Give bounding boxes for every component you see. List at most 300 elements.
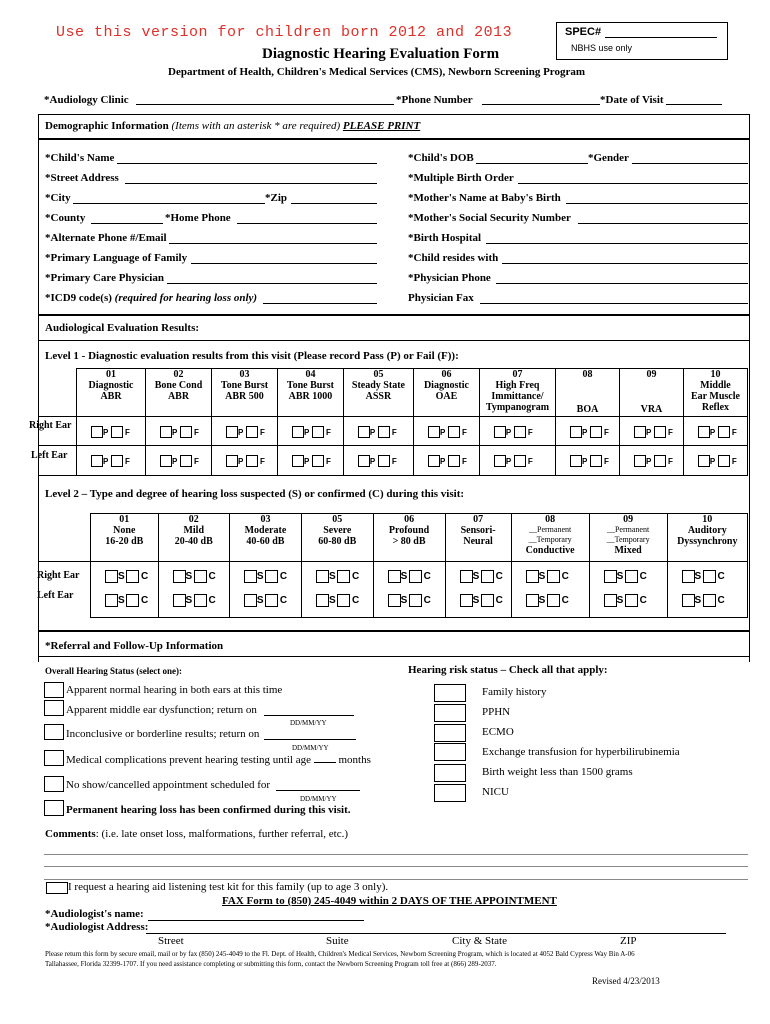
- language-input[interactable]: [191, 263, 377, 264]
- pass-letter: P: [303, 428, 310, 437]
- suspected-checkbox[interactable]: [460, 570, 473, 583]
- child-name-label: *Child's Name: [45, 152, 115, 164]
- confirmed-letter: C: [423, 595, 431, 606]
- medical-complications-checkbox[interactable]: [44, 750, 64, 766]
- risk-family-history-checkbox[interactable]: [434, 684, 466, 702]
- suspected-checkbox[interactable]: [526, 570, 539, 583]
- alt-phone-input[interactable]: [169, 243, 377, 244]
- spec-input[interactable]: [605, 37, 717, 38]
- confirmed-checkbox[interactable]: [409, 570, 422, 583]
- visit-date-label: *Date of Visit: [600, 94, 664, 106]
- pass-letter: P: [172, 428, 178, 437]
- street-label: *Street Address: [45, 172, 119, 184]
- pass-letter: P: [582, 457, 588, 466]
- physician-phone-label: *Physician Phone: [408, 272, 491, 284]
- physician-phone-input[interactable]: [496, 283, 748, 284]
- audiologist-name-label: *Audiologist's name:: [45, 908, 144, 920]
- pass-letter: P: [369, 428, 376, 437]
- confirmed-checkbox[interactable]: [194, 594, 207, 607]
- suspected-letter: S: [256, 595, 264, 606]
- audiology-clinic-input[interactable]: [136, 104, 394, 105]
- suspected-letter: S: [538, 571, 546, 582]
- confirmed-checkbox[interactable]: [481, 570, 494, 583]
- county-label: *County: [45, 212, 86, 224]
- risk-birth-weight-label: Birth weight less than 1500 grams: [482, 766, 633, 778]
- street-input[interactable]: [125, 183, 377, 184]
- language-label: *Primary Language of Family: [45, 252, 188, 264]
- child-name-input[interactable]: [117, 163, 377, 164]
- pass-checkbox[interactable]: [160, 426, 172, 438]
- suspected-checkbox[interactable]: [388, 570, 401, 583]
- suspected-checkbox[interactable]: [316, 570, 329, 583]
- sc-cell: [158, 562, 229, 618]
- confirmed-checkbox[interactable]: [337, 594, 350, 607]
- fail-letter: F: [259, 457, 265, 466]
- mother-ssn-input[interactable]: [578, 223, 748, 224]
- suspected-checkbox[interactable]: [105, 570, 118, 583]
- level1-table: [76, 368, 748, 476]
- suspected-checkbox[interactable]: [604, 570, 617, 583]
- no-show-checkbox[interactable]: [44, 776, 64, 792]
- dob-label: *Child's DOB: [408, 152, 474, 164]
- pf-cell: [343, 417, 413, 446]
- multiple-birth-label: *Multiple Birth Order: [408, 172, 514, 184]
- fail-checkbox[interactable]: [312, 455, 324, 467]
- comments-label: Comments: (i.e. late onset loss, malformations, further referral, etc.): [45, 828, 349, 840]
- medical-complications-label: Medical complications prevent hearing testing until age months: [66, 754, 371, 766]
- addr-city-label: City & State: [452, 935, 507, 947]
- pass-letter: P: [645, 428, 652, 437]
- comments-line-2[interactable]: [44, 866, 748, 867]
- birth-hospital-input[interactable]: [486, 243, 748, 244]
- normal-hearing-label: Apparent normal hearing in both ears at this time: [66, 684, 283, 696]
- confirmed-checkbox[interactable]: [547, 594, 560, 607]
- pf-cell: [556, 446, 620, 476]
- pass-letter: P: [645, 457, 652, 466]
- fail-letter: F: [667, 457, 673, 466]
- fail-checkbox[interactable]: [378, 426, 390, 438]
- level2-col-09: 09 __Permanent __Temporary Mixed: [589, 514, 667, 562]
- confirmed-letter: C: [141, 595, 149, 606]
- phone-input[interactable]: [482, 104, 600, 105]
- fail-checkbox[interactable]: [654, 426, 666, 438]
- fail-letter: F: [325, 428, 331, 437]
- demographic-heading: Demographic Information (Items with an asterisk * are required) PLEASE PRINT: [45, 120, 421, 132]
- confirmed-checkbox[interactable]: [547, 570, 560, 583]
- pass-checkbox[interactable]: [91, 426, 103, 438]
- pass-letter: P: [439, 457, 446, 466]
- pass-letter: P: [505, 428, 512, 437]
- fail-checkbox[interactable]: [111, 455, 123, 467]
- middle-ear-label: Apparent middle ear dysfunction; return on: [66, 704, 257, 716]
- risk-nicu-checkbox[interactable]: [434, 784, 466, 802]
- risk-birth-weight-checkbox[interactable]: [434, 764, 466, 782]
- fail-letter: F: [461, 428, 467, 437]
- confirmed-letter: C: [561, 595, 569, 606]
- spec-label: SPEC#: [565, 26, 602, 38]
- icd9-label: *ICD9 code(s) (required for hearing loss only): [45, 292, 258, 304]
- fail-checkbox[interactable]: [246, 426, 258, 438]
- pf-cell: [277, 446, 343, 476]
- audiological-heading: Audiological Evaluation Results:: [45, 322, 200, 334]
- fail-checkbox[interactable]: [514, 455, 526, 467]
- fail-checkbox[interactable]: [180, 426, 192, 438]
- fail-checkbox[interactable]: [718, 455, 730, 467]
- pass-checkbox[interactable]: [570, 426, 582, 438]
- permanent-loss-label: Permanent hearing loss has been confirmed during this visit.: [66, 804, 351, 816]
- confirmed-letter: C: [561, 571, 569, 582]
- pass-checkbox[interactable]: [292, 455, 304, 467]
- dob-input[interactable]: [476, 163, 588, 164]
- level2-col-05: 05 Severe 60-80 dB: [301, 514, 373, 562]
- form-title: Diagnostic Hearing Evaluation Form: [262, 46, 500, 62]
- suspected-letter: S: [694, 595, 702, 606]
- fail-checkbox[interactable]: [378, 455, 390, 467]
- confirmed-checkbox[interactable]: [265, 570, 278, 583]
- fail-letter: F: [604, 428, 609, 437]
- comments-line-3[interactable]: [44, 879, 748, 880]
- confirmed-checkbox[interactable]: [409, 594, 422, 607]
- suspected-letter: S: [616, 571, 624, 582]
- city-input[interactable]: [73, 203, 265, 204]
- pass-letter: P: [582, 428, 588, 437]
- level1-col-06: 06 Diagnostic OAE: [413, 369, 479, 417]
- zip-label: *Zip: [265, 192, 288, 204]
- pass-checkbox[interactable]: [428, 455, 440, 467]
- inconclusive-return-date[interactable]: [264, 739, 356, 740]
- confirmed-letter: C: [717, 595, 725, 606]
- level1-col-04: 04 Tone Burst ABR 1000: [277, 369, 343, 417]
- risk-pphn-checkbox[interactable]: [434, 704, 466, 722]
- pass-checkbox[interactable]: [358, 426, 370, 438]
- pass-checkbox[interactable]: [494, 426, 506, 438]
- suspected-checkbox[interactable]: [105, 594, 118, 607]
- level2-title: Level 2 – Type and degree of hearing loss suspected (S) or confirmed (C) during this visit:: [45, 488, 465, 500]
- level2-col-02: 02 Mild 20-40 dB: [158, 514, 229, 562]
- confirmed-checkbox[interactable]: [625, 594, 638, 607]
- suspected-letter: S: [256, 571, 264, 582]
- pass-checkbox[interactable]: [91, 455, 103, 467]
- risk-pphn-label: PPHN: [482, 706, 511, 718]
- suspected-letter: S: [472, 595, 480, 606]
- suspected-letter: S: [118, 595, 125, 606]
- addr-street-label: Street: [158, 935, 184, 947]
- pass-checkbox[interactable]: [634, 455, 646, 467]
- suspected-letter: S: [185, 595, 193, 606]
- risk-status-heading: Hearing risk status – Check all that apply:: [408, 664, 608, 676]
- fail-checkbox[interactable]: [590, 455, 602, 467]
- pf-cell: [211, 446, 277, 476]
- pf-cell: [479, 446, 555, 476]
- risk-ecmo-label: ECMO: [482, 726, 514, 738]
- level1-col-03: 03 Tone Burst ABR 500: [211, 369, 277, 417]
- pass-letter: P: [709, 457, 716, 466]
- birth-hospital-label: *Birth Hospital: [408, 232, 482, 244]
- audiologist-address-label: *Audiologist Address:: [45, 921, 149, 933]
- sc-cell: [229, 562, 301, 618]
- pass-checkbox[interactable]: [698, 426, 710, 438]
- fail-checkbox[interactable]: [111, 426, 123, 438]
- suspected-checkbox[interactable]: [173, 570, 186, 583]
- fail-letter: F: [325, 457, 331, 466]
- inconclusive-checkbox[interactable]: [44, 724, 64, 740]
- confirmed-letter: C: [141, 571, 149, 582]
- gender-input[interactable]: [632, 163, 748, 164]
- physician-fax-input[interactable]: [480, 303, 748, 304]
- suspected-letter: S: [400, 571, 408, 582]
- confirmed-checkbox[interactable]: [625, 570, 638, 583]
- department-line: Department of Health, Children's Medical Services (CMS), Newborn Screening Program: [168, 66, 586, 78]
- audiology-clinic-label: *Audiology Clinic: [44, 94, 129, 106]
- level1-title: Level 1 - Diagnostic evaluation results from this visit (Please record Pass (P) or Fail (F)):: [45, 350, 459, 362]
- suspected-letter: S: [694, 571, 702, 582]
- phone-label: *Phone Number: [396, 94, 473, 106]
- permanent-loss-checkbox[interactable]: [44, 800, 64, 816]
- fax-instruction: FAX Form to (850) 245-4049 within 2 DAYS OF THE APPOINTMENT: [222, 895, 557, 907]
- pf-cell: [683, 446, 747, 476]
- pass-checkbox[interactable]: [292, 426, 304, 438]
- confirmed-letter: C: [717, 571, 725, 582]
- pf-cell: [683, 417, 747, 446]
- suspected-letter: S: [538, 595, 546, 606]
- mother-name-label: *Mother's Name at Baby's Birth: [408, 192, 561, 204]
- version-banner: Use this version for children born 2012 and 2013: [56, 24, 513, 41]
- no-show-label: No show/cancelled appointment scheduled for: [66, 779, 271, 791]
- pass-checkbox[interactable]: [634, 426, 646, 438]
- suspected-letter: S: [185, 571, 193, 582]
- confirmed-checkbox[interactable]: [194, 570, 207, 583]
- pass-letter: P: [369, 457, 376, 466]
- fail-letter: F: [731, 457, 737, 466]
- level2-col-01: 01 None 16-20 dB: [91, 514, 159, 562]
- multiple-birth-input[interactable]: [518, 183, 748, 184]
- confirmed-letter: C: [208, 571, 216, 582]
- fail-checkbox[interactable]: [180, 455, 192, 467]
- suspected-checkbox[interactable]: [682, 594, 695, 607]
- pass-letter: P: [237, 428, 244, 437]
- physician-fax-label: Physician Fax: [408, 292, 474, 304]
- home-phone-label: *Home Phone: [165, 212, 231, 224]
- level1-right-ear-row: [77, 417, 748, 446]
- confirmed-checkbox[interactable]: [703, 594, 716, 607]
- sc-cell: [667, 562, 747, 618]
- suspected-checkbox[interactable]: [460, 594, 473, 607]
- fail-checkbox[interactable]: [514, 426, 526, 438]
- confirmed-letter: C: [351, 571, 360, 582]
- no-show-date[interactable]: [276, 790, 360, 791]
- mother-ssn-label: *Mother's Social Security Number: [408, 212, 571, 224]
- pf-cell: [146, 417, 212, 446]
- level2-col-07: 07 Sensori- Neural: [445, 514, 511, 562]
- fail-checkbox[interactable]: [590, 426, 602, 438]
- suspected-letter: S: [616, 595, 624, 606]
- suspected-checkbox[interactable]: [526, 594, 539, 607]
- fail-checkbox[interactable]: [718, 426, 730, 438]
- fail-letter: F: [259, 428, 265, 437]
- addr-suite-label: Suite: [326, 935, 349, 947]
- confirmed-letter: C: [639, 595, 647, 606]
- home-phone-input[interactable]: [237, 223, 377, 224]
- risk-nicu-label: NICU: [482, 786, 509, 798]
- pf-cell: [146, 446, 212, 476]
- confirmed-checkbox[interactable]: [265, 594, 278, 607]
- normal-hearing-checkbox[interactable]: [44, 682, 64, 698]
- confirmed-checkbox[interactable]: [481, 594, 494, 607]
- suspected-checkbox[interactable]: [244, 594, 257, 607]
- comments-line-1[interactable]: [44, 854, 748, 855]
- level1-left-ear-label: Left Ear: [31, 450, 68, 461]
- visit-date-input[interactable]: [666, 104, 722, 105]
- addr-zip-label: ZIP: [620, 935, 637, 947]
- pf-cell: [413, 417, 479, 446]
- risk-family-history-label: Family history: [482, 686, 547, 698]
- pf-cell: [77, 417, 146, 446]
- zip-input[interactable]: [291, 203, 377, 204]
- nbhs-note: NBHS use only: [571, 43, 633, 53]
- fail-checkbox[interactable]: [448, 426, 460, 438]
- level2-col-03: 03 Moderate 40-60 dB: [229, 514, 301, 562]
- pass-checkbox[interactable]: [428, 426, 440, 438]
- fail-letter: F: [391, 428, 397, 437]
- pass-checkbox[interactable]: [160, 455, 172, 467]
- risk-exchange-transfusion-checkbox[interactable]: [434, 743, 466, 761]
- pass-checkbox[interactable]: [698, 455, 710, 467]
- hearing-aid-checkbox[interactable]: [46, 882, 68, 894]
- county-input[interactable]: [91, 223, 163, 224]
- level2-left-ear-label: Left Ear: [37, 590, 74, 601]
- alt-phone-label: *Alternate Phone #/Email: [45, 232, 167, 244]
- pass-letter: P: [103, 457, 109, 466]
- pass-checkbox[interactable]: [494, 455, 506, 467]
- icd9-input[interactable]: [263, 303, 377, 304]
- risk-exchange-transfusion-label: Exchange transfusion for hyperbilirubinemia: [482, 746, 680, 758]
- revised-date: Revised 4/23/2013: [592, 976, 660, 986]
- fail-letter: F: [125, 428, 130, 437]
- level2-col-08: 08 __Permanent __Temporary Conductive: [511, 514, 589, 562]
- overall-status-heading: Overall Hearing Status (select one):: [45, 666, 182, 676]
- pcp-label: *Primary Care Physician: [45, 272, 164, 284]
- footer-note-1: Please return this form by secure email, mail or by fax (850) 245-4049 to the Fl. Dept. of Health, Children's Medical Services, Newborn Screening Program, which is located at 4052 Bald Cypress Way Bin A-06: [45, 950, 635, 958]
- sc-cell: [511, 562, 589, 618]
- resides-with-label: *Child resides with: [408, 252, 499, 264]
- suspected-letter: S: [118, 571, 125, 582]
- level1-col-05: 05 Steady State ASSR: [343, 369, 413, 417]
- gender-label: *Gender: [588, 152, 629, 164]
- pass-letter: P: [303, 457, 310, 466]
- footer-note-2: Tallahassee, Florida 32399-1707. If you need assistance completing or submitting this form, contact the Newborn Screening Program toll free at (866) 289-2037.: [45, 960, 497, 968]
- pass-checkbox[interactable]: [226, 426, 238, 438]
- fail-letter: F: [461, 457, 467, 466]
- resides-with-input[interactable]: [502, 263, 748, 264]
- pass-letter: P: [505, 457, 512, 466]
- level1-col-09: 09 VRA: [619, 369, 683, 417]
- suspected-checkbox[interactable]: [173, 594, 186, 607]
- suspected-checkbox[interactable]: [316, 594, 329, 607]
- referral-heading: *Referral and Follow-Up Information: [45, 640, 224, 652]
- confirmed-checkbox[interactable]: [126, 570, 139, 583]
- level2-col-10: 10 Auditory Dyssynchrony: [667, 514, 747, 562]
- inconclusive-label: Inconclusive or borderline results; return on: [66, 728, 260, 740]
- suspected-letter: S: [328, 595, 336, 606]
- audiologist-name-input[interactable]: [148, 920, 364, 921]
- suspected-checkbox[interactable]: [682, 570, 695, 583]
- middle-ear-return-date[interactable]: [264, 715, 354, 716]
- confirmed-letter: C: [423, 571, 431, 582]
- pass-letter: P: [709, 428, 716, 437]
- confirmed-checkbox[interactable]: [703, 570, 716, 583]
- suspected-checkbox[interactable]: [388, 594, 401, 607]
- confirmed-letter: C: [279, 595, 288, 606]
- confirmed-checkbox[interactable]: [337, 570, 350, 583]
- sc-cell: [301, 562, 373, 618]
- pf-cell: [556, 417, 620, 446]
- level1-col-01: 01 Diagnostic ABR: [77, 369, 146, 417]
- mother-name-input[interactable]: [566, 203, 748, 204]
- pass-checkbox[interactable]: [570, 455, 582, 467]
- fail-letter: F: [125, 457, 130, 466]
- confirmed-letter: C: [495, 571, 503, 582]
- level2-col-06: 06 Profound > 80 dB: [373, 514, 445, 562]
- confirmed-letter: C: [351, 595, 360, 606]
- spec-box: [556, 22, 728, 60]
- confirmed-letter: C: [495, 595, 503, 606]
- pass-letter: P: [237, 457, 244, 466]
- pf-cell: [479, 417, 555, 446]
- level1-col-02: 02 Bone Cond ABR: [146, 369, 212, 417]
- suspected-checkbox[interactable]: [244, 570, 257, 583]
- risk-ecmo-checkbox[interactable]: [434, 724, 466, 742]
- pcp-input[interactable]: [167, 283, 377, 284]
- pass-letter: P: [439, 428, 446, 437]
- pf-cell: [77, 446, 146, 476]
- level1-col-10: 10 Middle Ear Muscle Reflex: [683, 369, 747, 417]
- fail-checkbox[interactable]: [448, 455, 460, 467]
- city-label: *City: [45, 192, 71, 204]
- no-show-date-hint: DD/MM/YY: [300, 795, 337, 803]
- fail-checkbox[interactable]: [312, 426, 324, 438]
- suspected-letter: S: [472, 571, 480, 582]
- fail-letter: F: [194, 457, 199, 466]
- level1-left-ear-row: [77, 446, 748, 476]
- pf-cell: [619, 417, 683, 446]
- confirmed-checkbox[interactable]: [126, 594, 139, 607]
- pf-cell: [343, 446, 413, 476]
- fail-checkbox[interactable]: [246, 455, 258, 467]
- pass-letter: P: [103, 428, 109, 437]
- level2-right-ear-label: Right Ear: [37, 570, 80, 581]
- age-months-input[interactable]: [314, 762, 336, 763]
- level1-header-row: [77, 369, 748, 417]
- fail-letter: F: [604, 457, 609, 466]
- fail-letter: F: [391, 457, 397, 466]
- pass-checkbox[interactable]: [226, 455, 238, 467]
- pf-cell: [413, 446, 479, 476]
- pf-cell: [211, 417, 277, 446]
- fail-checkbox[interactable]: [654, 455, 666, 467]
- audiologist-address-input[interactable]: [146, 933, 726, 934]
- confirmed-letter: C: [639, 571, 647, 582]
- sc-cell: [373, 562, 445, 618]
- fail-letter: F: [731, 428, 737, 437]
- middle-ear-checkbox[interactable]: [44, 700, 64, 716]
- fail-letter: F: [667, 428, 673, 437]
- suspected-checkbox[interactable]: [604, 594, 617, 607]
- pf-cell: [619, 446, 683, 476]
- level2-header-row: [91, 514, 748, 562]
- confirmed-letter: C: [279, 571, 288, 582]
- middle-ear-date-hint: DD/MM/YY: [290, 719, 327, 727]
- pass-checkbox[interactable]: [358, 455, 370, 467]
